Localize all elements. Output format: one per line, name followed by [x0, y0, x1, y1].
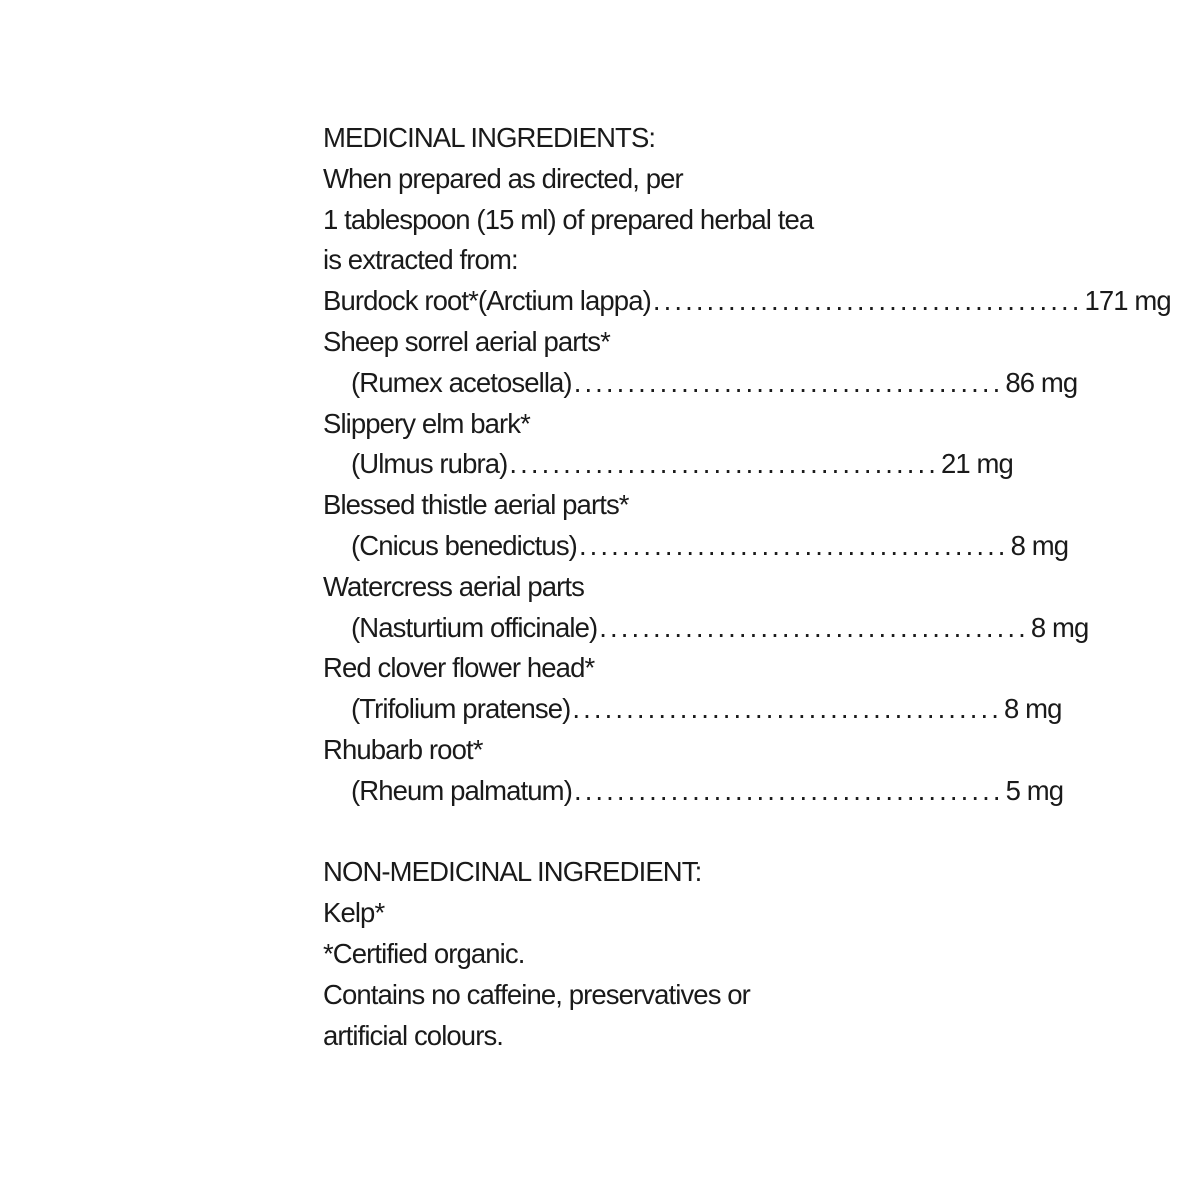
dot-leader: ........................................: [573, 366, 1004, 398]
note-line: *Certified organic.: [323, 937, 525, 969]
ingredient-latin-name: (Rumex acetosella): [351, 366, 572, 398]
non-medicinal-item: Kelp*: [323, 897, 385, 929]
dot-leader: ........................................: [509, 448, 940, 480]
ingredient-row-blessed-thistle: [323, 526, 1069, 567]
ingredient-latin-name: (Nasturtium officinale): [351, 611, 598, 643]
ingredient-amount: 8 mg: [1030, 611, 1089, 643]
ingredient-latin-name: (Trifolium pratense): [351, 693, 571, 725]
ingredient-common-name: Slippery elm bark*: [323, 407, 530, 439]
intro-line: 1 tablespoon (15 ml) of prepared herbal tea: [323, 203, 814, 235]
ingredient-latin-name: (Cnicus benedictus): [351, 529, 577, 561]
ingredient-row-rhubarb: [323, 771, 1064, 812]
ingredient-amount: 8 mg: [1004, 693, 1062, 725]
ingredient-row-red-clover: [323, 689, 1062, 730]
ingredient-amount: 86 mg: [1005, 366, 1078, 398]
ingredient-amount: 21 mg: [941, 448, 1013, 480]
dot-leader: ........................................: [572, 693, 1003, 725]
non-medicinal-heading: NON-MEDICINAL INGREDIENT:: [323, 856, 702, 888]
ingredient-amount: 5 mg: [1005, 774, 1064, 806]
ingredient-row-sheep-sorrel: [323, 363, 1078, 404]
dot-leader: ........................................: [652, 285, 1083, 317]
note-line: Contains no caffeine, preservatives or: [323, 978, 750, 1010]
ingredient-latin-name: (Rheum palmatum): [351, 774, 572, 806]
ingredient-common-name: Sheep sorrel aerial parts*: [323, 325, 610, 357]
ingredient-row-slippery-elm: [323, 444, 1013, 485]
ingredient-name: Burdock root*(Arctium lappa): [323, 285, 651, 317]
ingredient-common-name: Red clover flower head*: [323, 652, 595, 684]
ingredient-common-name: Blessed thistle aerial parts*: [323, 489, 629, 521]
intro-line: When prepared as directed, per: [323, 162, 683, 194]
intro-line: is extracted from:: [323, 244, 518, 276]
section-spacer: [323, 812, 883, 853]
ingredient-common-name: Watercress aerial parts: [323, 570, 585, 602]
ingredient-amount: 171 mg: [1084, 285, 1171, 317]
ingredient-amount: 8 mg: [1010, 529, 1069, 561]
ingredients-label: [323, 118, 1171, 1056]
ingredient-latin-name: (Ulmus rubra): [351, 448, 508, 480]
ingredient-row-burdock: [323, 281, 1171, 322]
dot-leader: ........................................: [599, 611, 1029, 643]
ingredient-common-name: Rhubarb root*: [323, 733, 483, 765]
dot-leader: ........................................: [573, 774, 1004, 806]
ingredient-row-watercress: [323, 608, 1089, 649]
note-line: artificial colours.: [323, 1019, 504, 1051]
dot-leader: ........................................: [578, 529, 1009, 561]
medicinal-heading: MEDICINAL INGREDIENTS:: [323, 122, 656, 153]
